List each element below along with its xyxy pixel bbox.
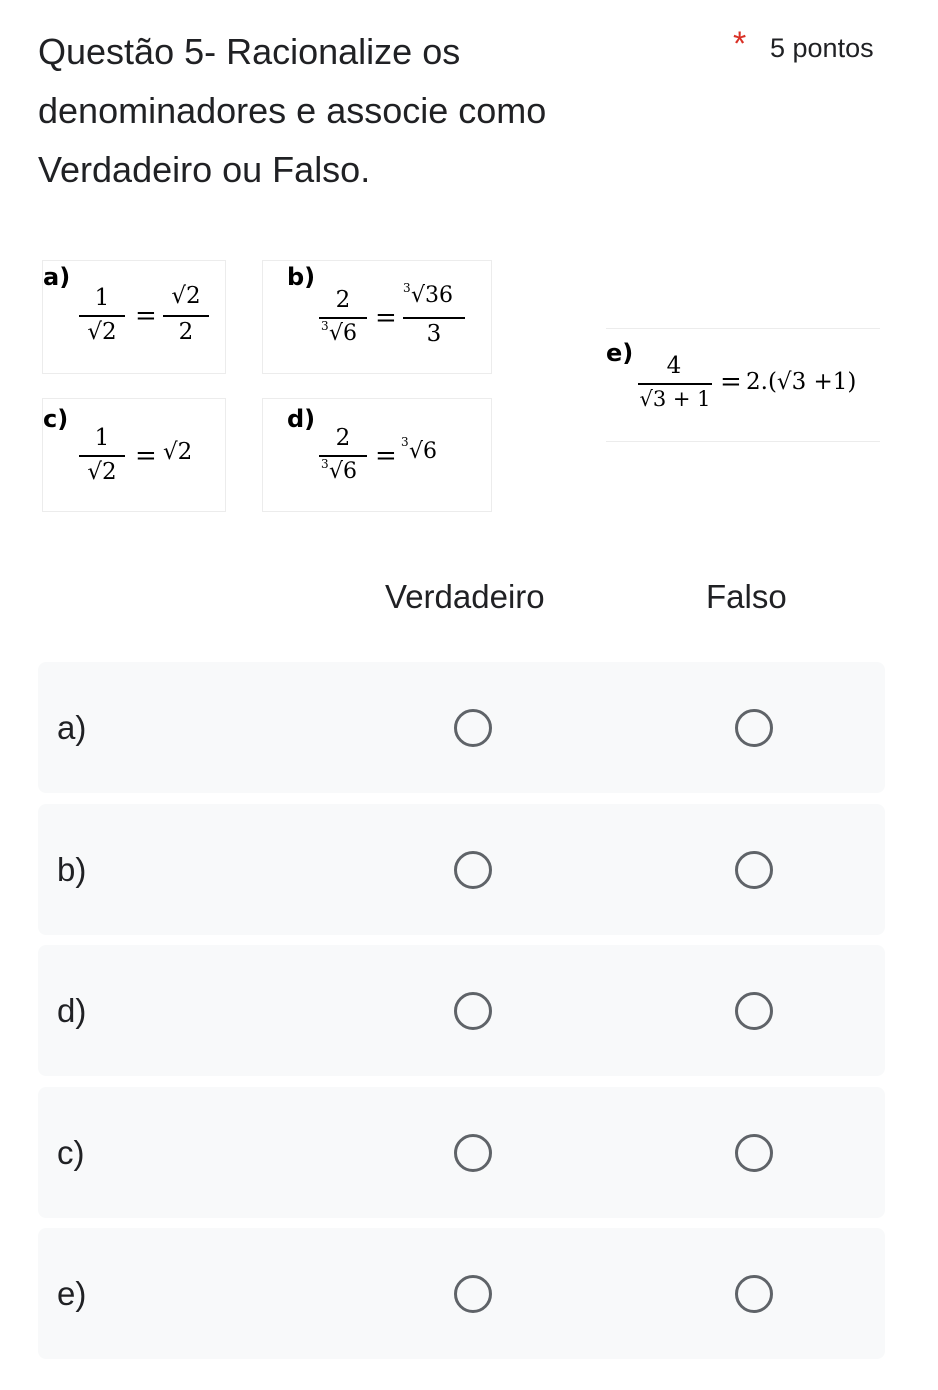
formula-c-lhs-num: 1	[94, 425, 110, 451]
column-header-verdadeiro: Verdadeiro	[385, 578, 545, 615]
formula-d-lhs-den-index: 3	[321, 457, 329, 471]
formula-e-label: e)	[606, 339, 634, 367]
radio-verdadeiro[interactable]	[454, 709, 492, 747]
formula-b-lhs-den-radical: √6	[329, 321, 358, 346]
row-label: d)	[57, 992, 87, 1029]
grid-row	[38, 945, 885, 1076]
formula-a-lhs-den: √2	[87, 319, 117, 345]
row-label: b)	[57, 851, 87, 888]
formula-b-label: b)	[287, 263, 316, 291]
column-header-falso: Falso	[706, 578, 787, 615]
formula-a-box	[42, 260, 226, 374]
radio-verdadeiro[interactable]	[454, 1134, 492, 1172]
formula-b-rhs-den: 3	[426, 321, 442, 347]
formula-d-label: d)	[287, 405, 316, 433]
formula-c-rhs: √2	[163, 439, 193, 465]
row-label: e)	[57, 1275, 87, 1312]
formula-e-box	[606, 328, 880, 442]
formula-d-lhs-den-radical: √6	[329, 459, 358, 484]
question-title: Questão 5- Racionalize os denominadores e associe como Verdadeiro ou Falso.	[38, 31, 547, 190]
formula-c-label: c)	[43, 405, 69, 433]
formula-b-box	[262, 260, 492, 374]
formula-e-lhs-num: 4	[666, 353, 682, 379]
formula-a-lhs-num: 1	[94, 285, 110, 311]
formula-b-rhs-num-index: 3	[403, 281, 411, 295]
radio-verdadeiro[interactable]	[454, 851, 492, 889]
radio-verdadeiro[interactable]	[454, 1275, 492, 1313]
grid-row	[38, 1228, 885, 1359]
radio-falso[interactable]	[735, 992, 773, 1030]
formula-d-box	[262, 398, 492, 512]
formula-e-eq: =	[720, 367, 742, 397]
formula-a-rhs-num: √2	[171, 283, 201, 309]
formula-b-lhs-den-index: 3	[321, 319, 329, 333]
radio-falso[interactable]	[735, 1275, 773, 1313]
formula-image	[30, 250, 900, 520]
required-asterisk: *	[733, 25, 747, 63]
row-label: c)	[57, 1134, 85, 1171]
radio-falso[interactable]	[735, 1134, 773, 1172]
formula-e-lhs-den: √3 + 1	[639, 387, 711, 411]
formula-b-eq: =	[375, 303, 397, 333]
formula-c-box	[42, 398, 226, 512]
radio-falso[interactable]	[735, 709, 773, 747]
grid-row	[38, 1087, 885, 1218]
grid-row	[38, 662, 885, 793]
formula-a-rhs-den: 2	[178, 319, 194, 345]
radio-falso[interactable]	[735, 851, 773, 889]
formula-b-rhs-num-radical: √36	[411, 283, 454, 308]
formula-a-label: a)	[43, 263, 71, 291]
formula-d-lhs-num: 2	[335, 425, 351, 451]
formula-e-rhs: 2.(√3 +1)	[746, 369, 857, 395]
formula-c-lhs-den: √2	[87, 459, 117, 485]
row-label: a)	[57, 709, 87, 746]
formula-c-eq: =	[135, 441, 157, 471]
formula-a-eq: =	[135, 301, 157, 331]
grid-row	[38, 804, 885, 935]
radio-verdadeiro[interactable]	[454, 992, 492, 1030]
points-label: 5 pontos	[770, 33, 874, 63]
formula-b-lhs-num: 2	[335, 287, 351, 313]
formula-d-eq: =	[375, 441, 397, 471]
formula-d-rhs-index: 3	[401, 435, 409, 449]
formula-d-rhs-radical: √6	[409, 439, 438, 464]
